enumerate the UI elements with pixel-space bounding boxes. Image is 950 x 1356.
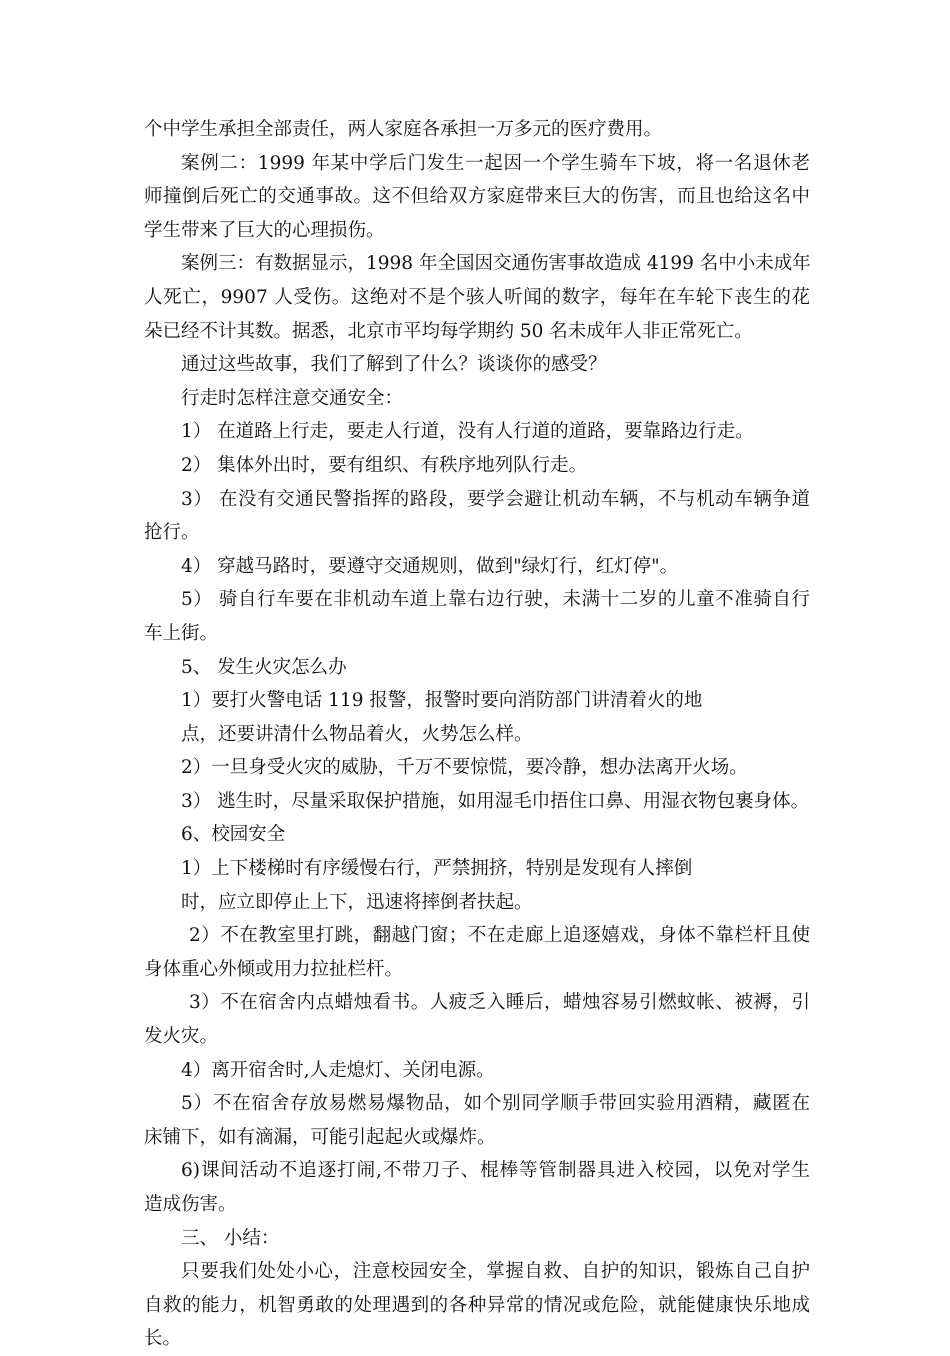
text-line: 车上街。 [144,622,219,644]
text-line: 只要我们处处小心，注意校园安全，掌握自救、自护的知识，锻炼自己自护 [181,1261,810,1283]
text-line: 人死亡，9907 人受伤。这绝对不是个骇人听闻的数字，每年在车轮下丧生的花 [144,286,810,308]
text-line: 1）上下楼梯时有序缓慢右行，严禁拥挤，特别是发现有人摔倒 [181,858,693,880]
text-line: 三、 小结： [181,1227,280,1249]
text-line: 5）不在宿舍存放易燃易爆物品，如个别同学顺手带回实验用酒精，藏匿在 [181,1093,810,1115]
text-line: 6、校园安全 [181,824,286,846]
text-line: 时，应立即停止上下，迅速将摔倒者扶起。 [181,891,533,913]
text-line: 3）不在宿舍内点蜡烛看书。人疲乏入睡后，蜡烛容易引燃蚊帐、被褥，引 [189,992,810,1014]
text-line: 4）离开宿舍时,人走熄灯、关闭电源。 [181,1059,495,1081]
text-line: 4） 穿越马路时，要遵守交通规则，做到"绿灯行，红灯停"。 [181,555,679,577]
text-line: 长。 [144,1328,182,1350]
text-line: 5、 发生火灾怎么办 [181,656,347,678]
text-line: 行走时怎样注意交通安全： [181,387,404,409]
text-line: 2）一旦身受火灾的威胁，千万不要惊慌，要冷静，想办法离开火场。 [181,757,748,779]
text-line: 6)课间活动不追逐打闹,不带刀子、棍棒等管制器具进入校园，以免对学生 [181,1160,810,1182]
text-line: 2）不在教室里打跳，翻越门窗；不在走廊上追逐嬉戏，身体不靠栏杆且使 [189,925,810,947]
text-line: 发火灾。 [144,1026,219,1048]
text-line: 师撞倒后死亡的交通事故。这不但给双方家庭带来巨大的伤害，而且也给这名中 [144,186,810,208]
text-line: 床铺下，如有滴漏，可能引起起火或爆炸。 [144,1126,496,1148]
text-line: 3） 在没有交通民警指挥的路段，要学会避让机动车辆，不与机动车辆争道 [181,488,810,510]
text-line: 2） 集体外出时，要有组织、有秩序地列队行走。 [181,454,588,476]
text-line: 学生带来了巨大的心理损伤。 [144,219,385,241]
text-line: 身体重心外倾或用力拉扯栏杆。 [144,958,404,980]
text-line: 1）要打火警电话 119 报警，报警时要向消防部门讲清着火的地 [181,690,703,712]
text-line: 抢行。 [144,522,200,544]
document-body [144,113,810,1356]
text-line: 通过这些故事，我们了解到了什么？谈谈你的感受？ [181,354,607,376]
text-line: 点，还要讲清什么物品着火，火势怎么样。 [181,723,533,745]
text-line: 个中学生承担全部责任，两人家庭各承担一万多元的医疗费用。 [144,119,663,140]
text-line: 案例三：有数据显示，1998 年全国因交通伤害事故造成 4199 名中小未成年 [181,253,811,275]
text-line: 1） 在道路上行走，要走人行道，没有人行道的道路，要靠路边行走。 [181,421,754,443]
text-line: 案例二：1999 年某中学后门发生一起因一个学生骑车下坡，将一名退休老 [181,152,810,174]
text-line: 朵已经不计其数。据悉，北京市平均每学期约 50 名未成年人非正常死亡。 [144,320,753,342]
text-line: 造成伤害。 [144,1194,237,1215]
text-line: 5） 骑自行车要在非机动车道上靠右边行驶，未满十二岁的儿童不准骑自行 [181,589,810,611]
text-line: 自救的能力，机智勇敢的处理遇到的各种异常的情况或危险，就能健康快乐地成 [144,1294,810,1316]
text-line: 3） 逃生时，尽量采取保护措施，如用湿毛巾捂住口鼻、用湿衣物包裹身体。 [181,790,810,812]
